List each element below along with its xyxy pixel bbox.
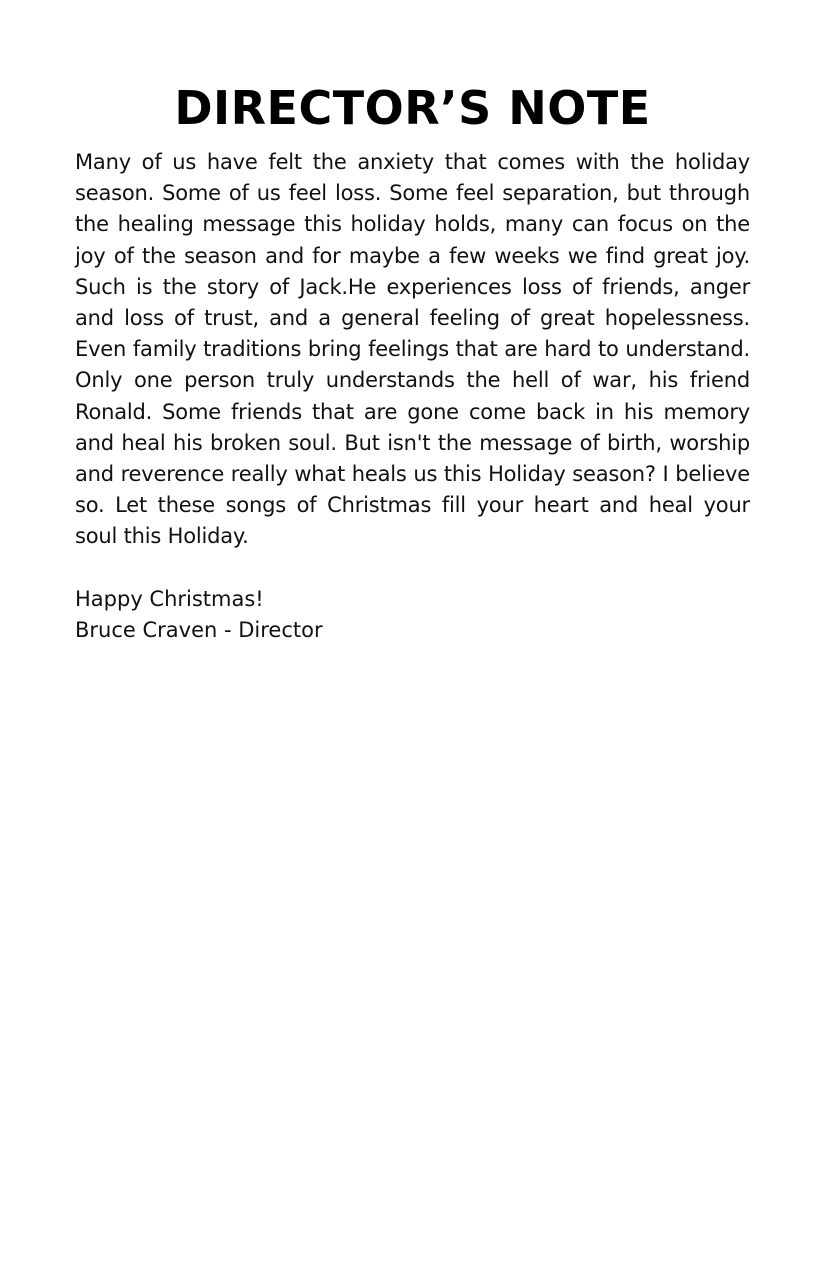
closing-greeting: Happy Christmas!	[75, 587, 264, 611]
page-title: DIRECTOR’S NOTE	[174, 81, 651, 135]
closing-block	[75, 584, 750, 646]
note-body-paragraph: Many of us have felt the anxiety that comes with the holiday season. Some of us feel loss. Some feel separation, but through the healing message this holiday holds, many can focus on the joy of the season and for maybe a few weeks we find great joy. Such is the story of Jack.He experiences loss of friends, anger and loss of trust, and a general feeling of great hopelessness. Even family traditions bring feelings that are hard to understand. Only one person truly understands the hell of war, his friend Ronald. Some friends that are gone come back in his memory and heal his broken soul. But isn't the message of birth, worship and reverence really what heals us this Holiday season? I believe so. Let these songs of Christmas fill your heart and heal your soul this Holiday.	[75, 150, 750, 549]
closing-signature: Bruce Craven - Director	[75, 618, 323, 643]
